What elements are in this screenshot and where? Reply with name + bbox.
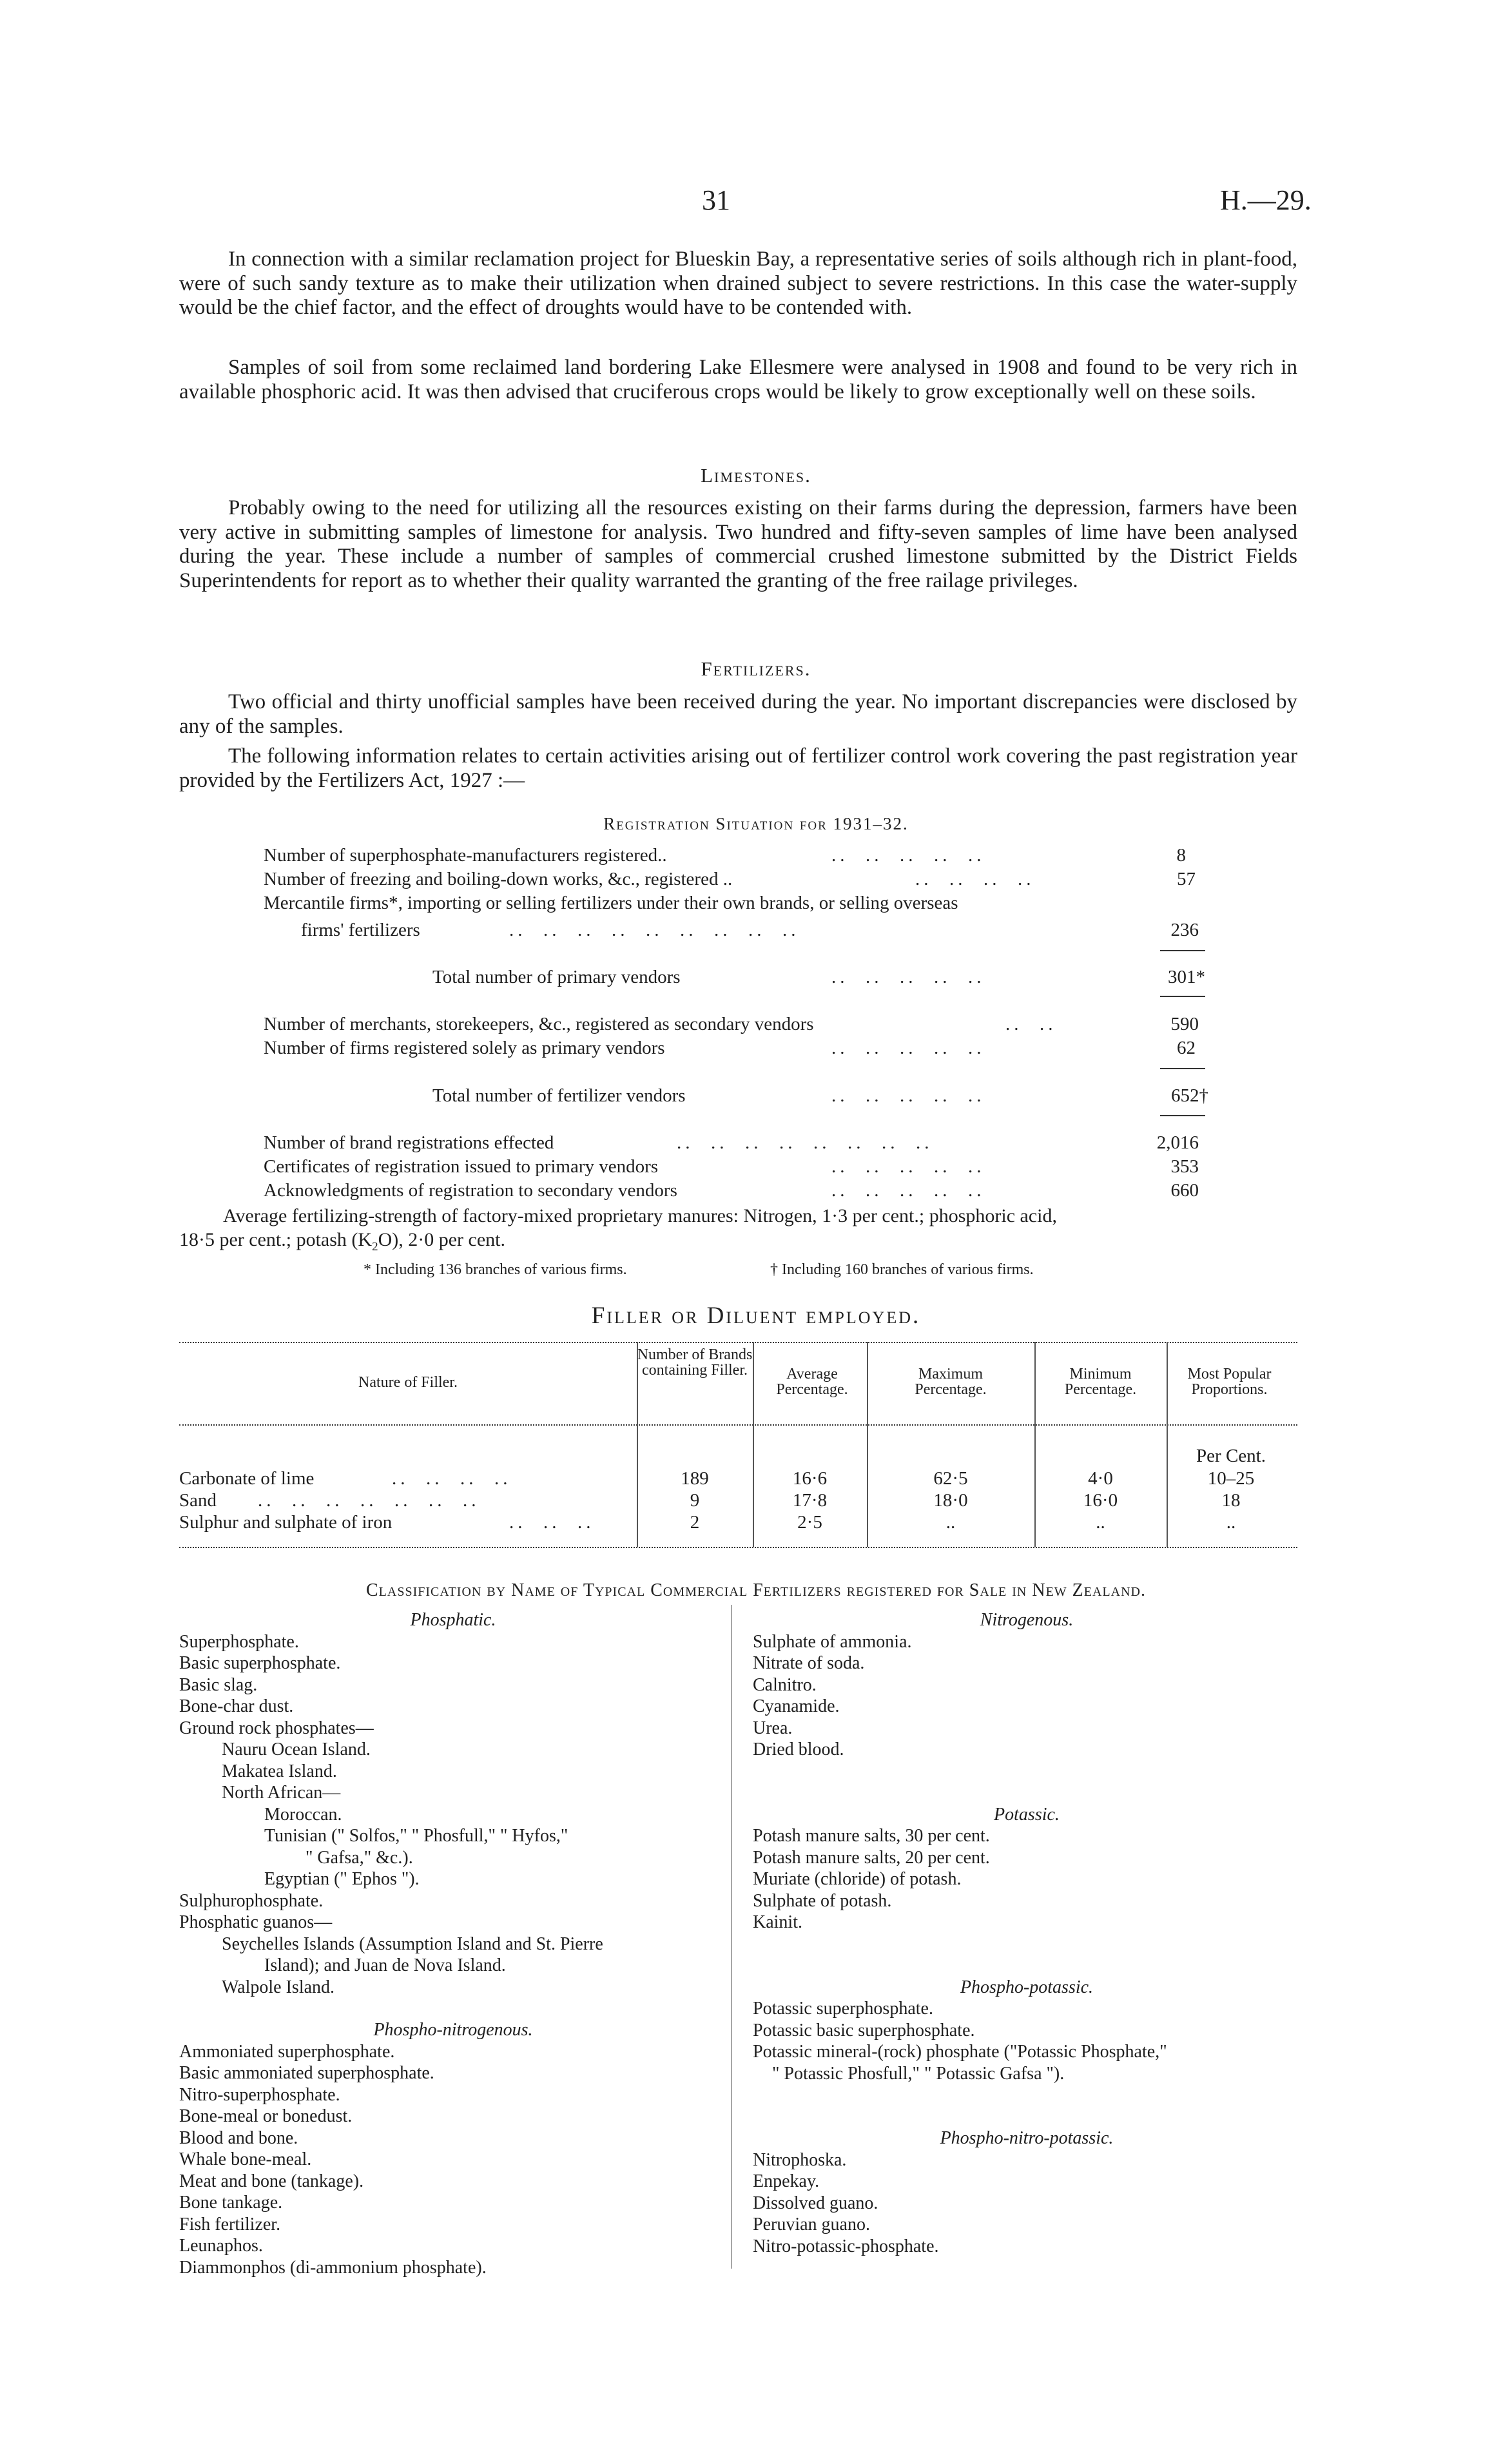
registration-total-value: 301* (1168, 967, 1205, 987)
leader-dots: .. .. .. .. .. (831, 845, 985, 866)
registration-row-label: Certificates of registration issued to primary vendors (264, 1156, 659, 1177)
classification-left-column (179, 1609, 727, 2278)
list-item: Island); and Juan de Nova Island. (264, 1955, 506, 1975)
list-item: Peruvian guano. (753, 2214, 870, 2234)
list-item: Meat and bone (tankage). (179, 2171, 364, 2191)
leader-dots: .. .. .. (509, 1512, 595, 1533)
leader-dots: .. .. .. .. .. (831, 1038, 985, 1058)
column-header-nature: Nature of Filler. (358, 1374, 458, 1391)
registration-row-value: 353 (1170, 1156, 1199, 1177)
registration-row-value: 8 (1176, 845, 1186, 866)
registration-row-value: 62 (1177, 1038, 1196, 1058)
list-item: Sulphate of ammonia. (753, 1631, 912, 1652)
registration-row-label: Mercantile firms*, importing or selling fertilizers under their own brands, or selling overseas (264, 893, 958, 913)
document-reference: H.—29. (1220, 184, 1312, 216)
registration-row-value: 236 (1170, 920, 1199, 940)
sum-rule (1160, 1068, 1205, 1069)
leader-dots: .. .. (1005, 1014, 1057, 1034)
list-item: Dissolved guano. (753, 2193, 878, 2213)
list-item: Bone-char dust. (179, 1696, 294, 1716)
average-strength-line1: Average fertilizing-strength of factory-mixed proprietary manures: Nitrogen, 1·3 per cent.; phosphoric acid, (223, 1205, 1057, 1226)
list-item: Potassic basic superphosphate. (753, 2020, 975, 2040)
leader-dots: .. .. .. .. .. .. .. (258, 1490, 480, 1511)
list-item: Potassic superphosphate. (753, 1999, 933, 2019)
heading-limestones: Limestones. (701, 464, 811, 487)
subheading-phospho-nitro-potassic: Phospho-nitro-potassic. (940, 2128, 1114, 2148)
list-item: Nitrate of soda. (753, 1653, 865, 1673)
table-cell-maximum: 62·5 (933, 1468, 968, 1489)
per-cent-label: Per Cent. (1196, 1446, 1266, 1466)
list-item: Nitro-potassic-phosphate. (753, 2236, 939, 2256)
list-item: Cyanamide. (753, 1696, 840, 1716)
list-item: Ammoniated superphosphate. (179, 2041, 395, 2062)
list-item: Moroccan. (264, 1804, 342, 1825)
list-item: Bone-meal or bonedust. (179, 2106, 353, 2126)
table-cell-minimum: 4·0 (1088, 1468, 1113, 1489)
table-cell-minimum: .. (1096, 1512, 1105, 1533)
table-header-rule (179, 1424, 1297, 1426)
table-cell-popular: 10–25 (1207, 1468, 1255, 1489)
list-item: Whale bone-meal. (179, 2149, 312, 2169)
list-item: " Gafsa," &c.). (305, 1847, 413, 1868)
paragraph-limestones: Probably owing to the need for utilizing all the resources existing on their farms during the depression, farmers have been very active in submitting samples of limestone for analysis. Two hundred and fifty-seven samples of lime have been analysed during the year. These include a number of samples of commercial crushed limestone submitted by the District Fields Superintendents for report as to whether their quality warranted the granting of the free railage privileges. (179, 496, 1297, 592)
table-cell-average: 16·6 (792, 1468, 828, 1489)
list-item: Bone tankage. (179, 2193, 283, 2213)
list-item: Nitrophoska. (753, 2149, 847, 2170)
table-cell-average: 17·8 (792, 1490, 828, 1511)
registration-total-value: 652† (1171, 1085, 1208, 1106)
footnote-vendors: † Including 160 branches of various firms. (770, 1261, 1034, 1278)
registration-row-label: Number of firms registered solely as primary vendors (264, 1038, 665, 1058)
list-item: Basic superphosphate. (179, 1653, 341, 1673)
sum-rule (1160, 1115, 1205, 1116)
registration-row-label: Number of merchants, storekeepers, &c., registered as secondary vendors (264, 1014, 814, 1034)
heading-classification: Classification by Name of Typical Commercial Fertilizers registered for Sale in New Zealand. (366, 1580, 1146, 1600)
list-item: Urea. (753, 1718, 793, 1738)
subheading-phospho-nitrogenous: Phospho-nitrogenous. (373, 2020, 533, 2040)
list-item: " Potassic Phosfull," " Potassic Gafsa "). (772, 2063, 1065, 2084)
registration-row-value: 590 (1170, 1014, 1199, 1034)
list-item: Potassic mineral-(rock) phosphate ("Potassic Phosphate," (753, 2042, 1167, 2062)
list-item: Sulphate of potash. (753, 1890, 892, 1911)
sum-rule (1160, 996, 1205, 997)
paragraph-fertilizers-info: The following information relates to certain activities arising out of fertilizer control work covering the past registration year provided by the Fertilizers Act, 1927 :— (179, 744, 1297, 792)
paragraph-fertilizers-samples: Two official and thirty unofficial samples have been received during the year. No important discrepancies were disclosed by any of the samples. (179, 690, 1297, 738)
list-item: Superphosphate. (179, 1631, 299, 1652)
table-cell-brands: 189 (681, 1468, 709, 1489)
list-item: North African— (222, 1783, 341, 1803)
column-header-average: Average Percentage. (776, 1366, 848, 1398)
list-item: Nitro-superphosphate. (179, 2084, 340, 2105)
paragraph-ellesmere: Samples of soil from some reclaimed land bordering Lake Ellesmere were analysed in 1908 and found to be very rich in available phosphoric acid. It was then advised that cruciferous crops would be likely to grow exceptionally well on these soils. (179, 356, 1297, 403)
list-item: Ground rock phosphates— (179, 1718, 374, 1738)
table-cell-brands: 9 (690, 1490, 700, 1511)
table-cell-nature: Carbonate of lime (179, 1468, 315, 1489)
leader-dots: .. .. .. .. .. (831, 967, 985, 987)
table-top-rule (179, 1342, 1297, 1343)
leader-dots: .. .. .. .. .. (831, 1156, 985, 1177)
list-item: Fish fertilizer. (179, 2214, 281, 2234)
table-cell-maximum: 18·0 (933, 1490, 968, 1511)
table-cell-popular: 18 (1221, 1490, 1241, 1511)
list-item: Leunaphos. (179, 2236, 263, 2256)
list-item: Potash manure salts, 30 per cent. (753, 1826, 990, 1846)
list-item: Dried blood. (753, 1739, 844, 1759)
list-item: Potash manure salts, 20 per cent. (753, 1847, 990, 1868)
classification-right-column (753, 1609, 1301, 2257)
registration-row-label: Acknowledgments of registration to secondary vendors (264, 1180, 677, 1201)
list-item: Diammonphos (di-ammonium phosphate). (179, 2257, 487, 2278)
average-strength-line2: 18·5 per cent.; potash $(K_2O)$, 2·0 per cent. (179, 1229, 505, 1254)
subheading-potassic: Potassic. (994, 1804, 1060, 1825)
list-item: Tunisian (" Solfos," " Phosfull," " Hyfos," (264, 1826, 568, 1846)
list-item: Kainit. (753, 1912, 802, 1932)
table-cell-nature: Sand (179, 1490, 217, 1511)
list-item: Calnitro. (753, 1674, 817, 1695)
leader-dots: .. .. .. .. .. (831, 1180, 985, 1201)
paragraph-blueskin: In connection with a similar reclamation project for Blueskin Bay, a representative series of soils although rich in plant-food, were of such sandy texture as to make their utilization when drained subject to severe restrictions. In this case the water-supply would be the chief factor, and the effect of droughts would have to be contended with. (179, 247, 1297, 319)
table-bottom-rule (179, 1547, 1297, 1548)
subheading-nitrogenous: Nitrogenous. (980, 1610, 1074, 1630)
list-item: Sulphurophosphate. (179, 1890, 324, 1911)
subheading-phospho-potassic: Phospho-potassic. (960, 1977, 1094, 1997)
footnote-mercantile: * Including 136 branches of various firms. (363, 1261, 627, 1278)
list-item: Walpole Island. (222, 1977, 335, 1997)
list-item: Seychelles Islands (Assumption Island and St. Pierre (222, 1933, 603, 1954)
registration-row-label: Number of brand registrations effected (264, 1132, 554, 1153)
list-item: Phosphatic guanos— (179, 1912, 333, 1932)
registration-row-value: 660 (1170, 1180, 1199, 1201)
list-item: Nauru Ocean Island. (222, 1739, 371, 1759)
column-header-minimum: Minimum Percentage. (1064, 1366, 1137, 1398)
leader-dots: .. .. .. .. (915, 869, 1035, 889)
sum-rule (1160, 950, 1205, 951)
heading-fertilizers: Fertilizers. (701, 657, 811, 680)
table-cell-average: 2·5 (797, 1512, 822, 1533)
column-header-brands: Number of Brands containing Filler. (637, 1346, 753, 1379)
table-cell-popular: .. (1226, 1512, 1236, 1533)
column-header-popular: Most Popular Proportions. (1187, 1366, 1272, 1398)
leader-dots: .. .. .. .. (392, 1468, 512, 1489)
registration-total-label: Total number of fertilizer vendors (432, 1085, 686, 1106)
leader-dots: .. .. .. .. .. .. .. .. .. (509, 920, 800, 940)
registration-row-label: Number of freezing and boiling-down works, &c., registered .. (264, 869, 733, 889)
table-cell-brands: 2 (690, 1512, 700, 1533)
list-item: Blood and bone. (179, 2127, 298, 2148)
registration-row-value: 2,016 (1156, 1132, 1199, 1153)
list-item: Muriate (chloride) of potash. (753, 1869, 962, 1889)
subheading-phosphatic: Phosphatic. (410, 1610, 496, 1630)
registration-row-label: firms' fertilizers (301, 920, 420, 940)
heading-filler: Filler or Diluent employed. (591, 1303, 921, 1329)
list-item: Makatea Island. (222, 1761, 337, 1781)
leader-dots: .. .. .. .. .. .. .. .. (677, 1132, 933, 1153)
list-item: Egyptian (" Ephos "). (264, 1869, 420, 1889)
column-header-maximum: Maximum Percentage. (915, 1366, 987, 1398)
column-divider (731, 1605, 732, 2269)
list-item: Basic ammoniated superphosphate. (179, 2063, 434, 2083)
registration-row-value: 57 (1177, 869, 1196, 889)
registration-row-label: Number of superphosphate-manufacturers registered.. (264, 845, 667, 866)
leader-dots: .. .. .. .. .. (831, 1085, 985, 1106)
page-number: 31 (702, 184, 730, 216)
heading-registration: Registration Situation for 1931–32. (603, 814, 909, 833)
table-cell-minimum: 16·0 (1083, 1490, 1118, 1511)
list-item: Enpekay. (753, 2171, 820, 2191)
registration-total-label: Total number of primary vendors (432, 967, 681, 987)
table-cell-nature: Sulphur and sulphate of iron (179, 1512, 393, 1533)
table-cell-maximum: .. (945, 1512, 956, 1533)
list-item: Basic slag. (179, 1674, 258, 1695)
